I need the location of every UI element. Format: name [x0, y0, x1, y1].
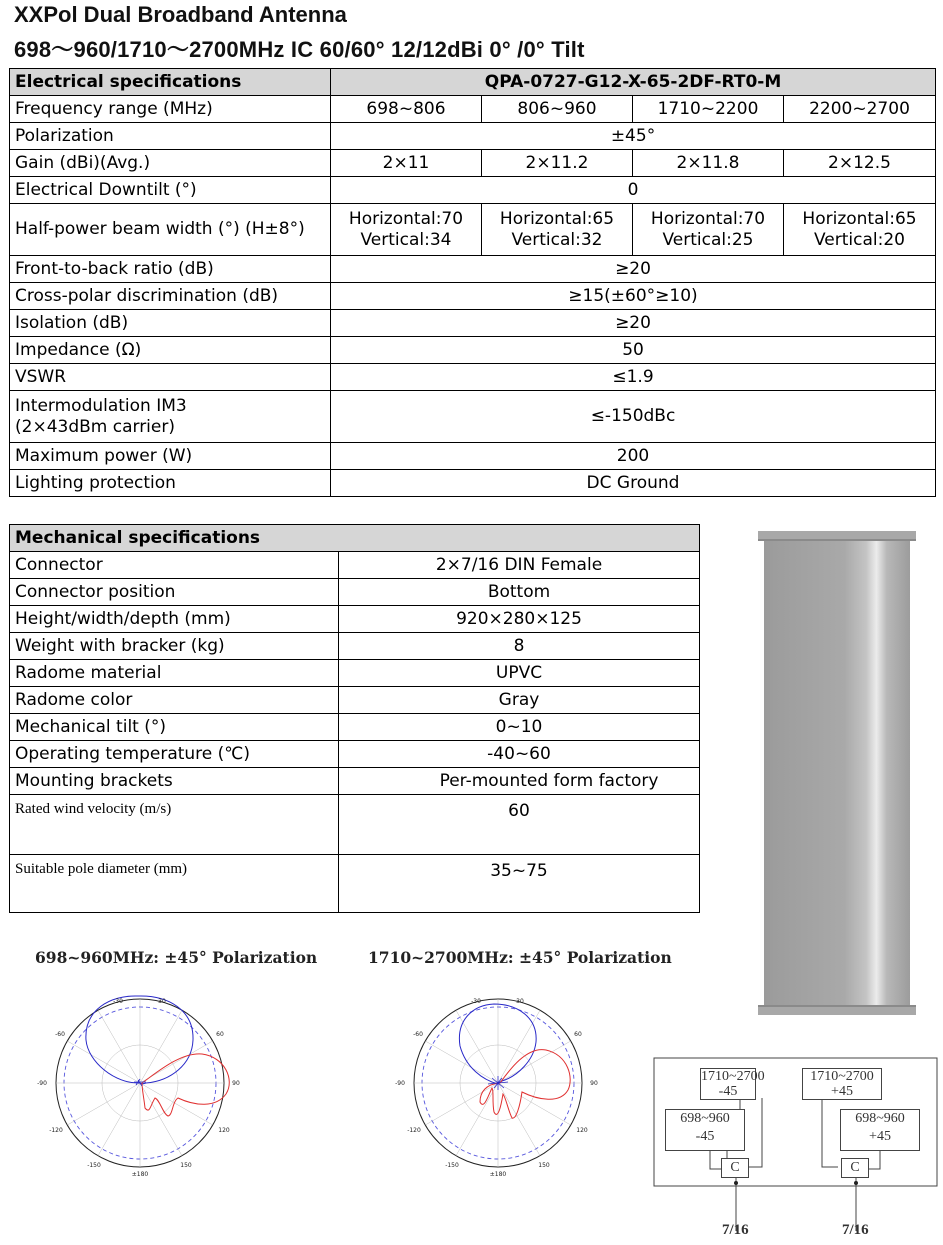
cell-value: 920×280×125: [339, 606, 700, 633]
beam-horizontal: Horizontal:65: [802, 208, 917, 229]
cell-value: 50: [331, 337, 936, 364]
cell-value: 0: [331, 177, 936, 204]
angle-label: -90: [395, 1080, 405, 1087]
row-label: Weight with bracker (kg): [10, 633, 339, 660]
table-row: [10, 579, 700, 606]
row-label: Polarization: [10, 123, 331, 150]
angle-label: 30: [516, 998, 524, 1005]
angle-label: -60: [55, 1031, 65, 1038]
table-row: [10, 552, 700, 579]
cell-value: Per-mounted form factory: [339, 768, 700, 795]
pol-label: +45: [869, 1129, 891, 1144]
cell-value: [482, 204, 633, 256]
cell-value: [633, 204, 784, 256]
row-label: [10, 391, 331, 443]
cell-value: 698~806: [331, 96, 482, 123]
angle-label: 150: [180, 1162, 192, 1169]
table-row: [10, 768, 700, 795]
angle-label: -30: [471, 998, 481, 1005]
row-label: Operating temperature (℃): [10, 741, 339, 768]
angle-label: -90: [37, 1080, 47, 1087]
row-label: Lighting protection: [10, 470, 331, 497]
cell-value: 2×11: [331, 150, 482, 177]
pol-label: -45: [695, 1129, 715, 1144]
low-band-plus45-box: [840, 1109, 920, 1151]
table-row: [10, 741, 700, 768]
row-label: Half-power beam width (°) (H±8°): [10, 204, 331, 256]
table-row: [10, 633, 700, 660]
row-label: Suitable pole diameter (mm): [10, 855, 339, 913]
row-label: Mounting brackets: [10, 768, 339, 795]
table-row: [10, 256, 936, 283]
row-label: Gain (dBi)(Avg.): [10, 150, 331, 177]
table-row: [10, 283, 936, 310]
mechanical-spec-table: [9, 524, 700, 913]
table-row: [10, 150, 936, 177]
angle-label: 150: [538, 1162, 550, 1169]
table-row: [10, 687, 700, 714]
radiation-pattern-low-band: [30, 980, 250, 1180]
electrical-spec-table: [9, 68, 936, 497]
radiation-pattern-high-band: [388, 980, 608, 1180]
table-row: [10, 310, 936, 337]
cell-value: 2200~2700: [784, 96, 936, 123]
cell-value: ±45°: [331, 123, 936, 150]
row-label: Rated wind velocity (m/s): [10, 795, 339, 855]
cell-value: ≥20: [331, 310, 936, 337]
horizontal-pattern-trace: [480, 1050, 570, 1119]
row-label: Connector: [10, 552, 339, 579]
beam-horizontal: Horizontal:70: [348, 208, 464, 229]
table-row: [10, 364, 936, 391]
cell-value: ≥20: [331, 256, 936, 283]
cell-value: 0~10: [339, 714, 700, 741]
angle-label: 90: [590, 1080, 598, 1087]
table-header-row: [10, 525, 700, 552]
angle-label: -150: [87, 1162, 101, 1169]
table-row: [10, 204, 936, 256]
angle-label: -30: [113, 998, 123, 1005]
table-row: [10, 96, 936, 123]
cell-value: 2×11.8: [633, 150, 784, 177]
cell-value: Bottom: [339, 579, 700, 606]
cell-value: Gray: [339, 687, 700, 714]
table-row: [10, 123, 936, 150]
table-row: [10, 714, 700, 741]
cell-value: 60: [339, 795, 700, 855]
angle-label: -120: [407, 1127, 421, 1134]
angle-label: ±180: [131, 1171, 149, 1178]
band-label: 1710~2700: [701, 1069, 765, 1084]
cell-value: 2×7/16 DIN Female: [339, 552, 700, 579]
angle-label: ±180: [489, 1171, 507, 1178]
combiner-left: C: [721, 1158, 749, 1178]
angle-label: -120: [49, 1127, 63, 1134]
table-row: [10, 443, 936, 470]
cell-value: [784, 204, 936, 256]
cell-value: UPVC: [339, 660, 700, 687]
angle-label: -150: [445, 1162, 459, 1169]
row-label: Radome color: [10, 687, 339, 714]
high-band-plus45-box: [802, 1068, 882, 1100]
connector-port-left: 7/16: [722, 1222, 749, 1238]
beam-vertical: Vertical:25: [662, 229, 754, 250]
angle-label: 120: [576, 1127, 588, 1134]
row-label-line: Intermodulation IM3: [15, 395, 187, 416]
angle-label: -60: [413, 1031, 423, 1038]
pattern-title-low-band: 698~960MHz: ±45° Polarization: [35, 948, 318, 967]
row-label: Impedance (Ω): [10, 337, 331, 364]
cell-value: 2×12.5: [784, 150, 936, 177]
table-row: [10, 606, 700, 633]
angle-label: 120: [218, 1127, 230, 1134]
angle-label: 60: [574, 1031, 582, 1038]
cell-value: 1710~2200: [633, 96, 784, 123]
pol-label: -45: [718, 1084, 738, 1099]
table-row: [10, 660, 700, 687]
pol-label: +45: [831, 1084, 853, 1099]
row-label: Mechanical tilt (°): [10, 714, 339, 741]
document-title: XXPol Dual Broadband Antenna: [14, 2, 347, 27]
row-label: Cross-polar discrimination (dB): [10, 283, 331, 310]
row-label-line: (2×43dBm carrier): [15, 416, 175, 437]
table-row: [10, 855, 700, 913]
table-row: [10, 470, 936, 497]
band-label: 698~960: [680, 1111, 730, 1126]
cell-value: 8: [339, 633, 700, 660]
angle-label: 90: [232, 1080, 240, 1087]
row-label: Frequency range (MHz): [10, 96, 331, 123]
row-label: Maximum power (W): [10, 443, 331, 470]
model-number: QPA-0727-G12-X-65-2DF-RT0-M: [331, 69, 936, 96]
beam-vertical: Vertical:32: [511, 229, 603, 250]
connector-port-right: 7/16: [842, 1222, 869, 1238]
band-label: 698~960: [855, 1111, 905, 1126]
cell-value: ≤1.9: [331, 364, 936, 391]
cell-value: 35~75: [339, 855, 700, 913]
pattern-title-high-band: 1710~2700MHz: ±45° Polarization: [368, 948, 672, 967]
table-row: [10, 177, 936, 204]
cell-value: ≥15(±60°≥10): [331, 283, 936, 310]
port-diagram: [650, 1055, 940, 1243]
cell-value: 2×11.2: [482, 150, 633, 177]
beam-vertical: Vertical:20: [814, 229, 905, 250]
cell-value: ≤-150dBc: [331, 391, 936, 443]
electrical-heading: Electrical specifications: [10, 69, 331, 96]
low-band-minus45-box: [665, 1109, 745, 1151]
beam-horizontal: Horizontal:70: [650, 208, 766, 229]
angle-label: 60: [216, 1031, 224, 1038]
table-row: [10, 337, 936, 364]
cell-value: DC Ground: [331, 470, 936, 497]
table-row: [10, 391, 936, 443]
cell-value: 200: [331, 443, 936, 470]
high-band-minus45-box: [700, 1068, 765, 1100]
band-label: 1710~2700: [810, 1069, 874, 1084]
beam-vertical: Vertical:34: [360, 229, 452, 250]
cell-value: [331, 204, 482, 256]
vertical-pattern-trace: [86, 996, 193, 1084]
combiner-right: C: [841, 1158, 869, 1178]
mechanical-heading: Mechanical specifications: [10, 525, 700, 552]
table-row: [10, 795, 700, 855]
row-label: Front-to-back ratio (dB): [10, 256, 331, 283]
row-label: Radome material: [10, 660, 339, 687]
beam-horizontal: Horizontal:65: [499, 208, 615, 229]
document-subtitle: 698～960/1710～2700MHz IC 60/60° 12/12dBi 0° /0° Tilt: [14, 37, 585, 62]
row-label: VSWR: [10, 364, 331, 391]
row-label: Isolation (dB): [10, 310, 331, 337]
row-label: Height/width/depth (mm): [10, 606, 339, 633]
row-label: Connector position: [10, 579, 339, 606]
angle-label: 30: [158, 998, 166, 1005]
antenna-radome-image: [758, 531, 916, 1015]
cell-value: 806~960: [482, 96, 633, 123]
row-label: Electrical Downtilt (°): [10, 177, 331, 204]
cell-value: -40~60: [339, 741, 700, 768]
table-header-row: [10, 69, 936, 96]
